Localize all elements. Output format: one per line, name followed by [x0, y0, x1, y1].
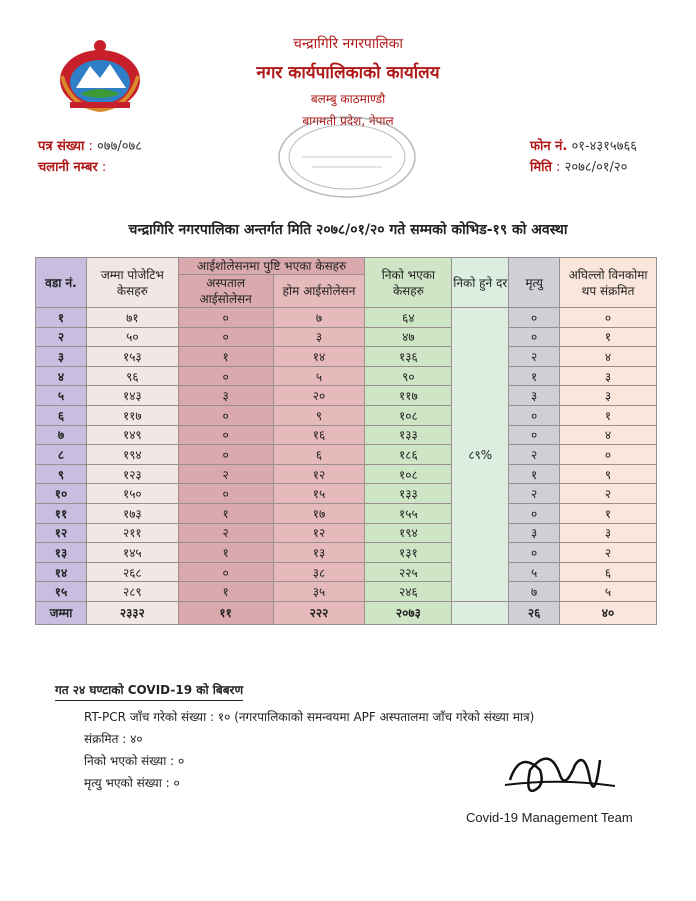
table-row	[36, 503, 657, 523]
ward-cell: १५	[36, 582, 87, 602]
recovered-cell: १३६	[365, 347, 452, 367]
table-row	[36, 308, 657, 328]
ward-cell: ८	[36, 445, 87, 465]
header-hospital: अस्पताल आईसोलेसन	[178, 275, 273, 308]
report-title: चन्द्रागिरि नगरपालिका अन्तर्गत मिति २०७८/०१/२० गते सम्मको कोभिड-१९ को अवस्था	[128, 222, 568, 238]
table-row	[36, 582, 657, 602]
recovered-cell: १५५	[365, 503, 452, 523]
summary-rtpcr: RT-PCR जाँच गरेको संख्या : १० (नगरपालिकाको समन्वयमा APF अस्पतालमा जाँच गरेको संख्या मात्र)	[84, 710, 535, 724]
table-row	[36, 327, 657, 347]
total-deaths-cell: २६	[509, 601, 560, 624]
new-cases-cell: ४	[560, 347, 657, 367]
new-cases-cell: ३	[560, 523, 657, 543]
hospital-cell: ०	[178, 425, 273, 445]
recovered-cell: १८६	[365, 445, 452, 465]
positive-cell: ५०	[86, 327, 178, 347]
new-cases-cell: १	[560, 503, 657, 523]
header-isolation: आईशोलेसनमा पुष्टि भएका केसहरु	[178, 258, 365, 275]
hospital-cell: १	[178, 347, 273, 367]
nepal-emblem-icon	[50, 36, 150, 114]
new-cases-cell: ३	[560, 386, 657, 406]
team-name: Covid-19 Management Team	[466, 810, 633, 825]
table-row	[36, 347, 657, 367]
positive-cell: १४५	[86, 543, 178, 563]
home-cell: ५	[273, 366, 365, 386]
hospital-cell: २	[178, 464, 273, 484]
hospital-cell: ०	[178, 366, 273, 386]
covid-status-table	[35, 257, 657, 625]
ward-cell: ६	[36, 405, 87, 425]
total-label-cell: जम्मा	[36, 601, 87, 624]
positive-cell: २८९	[86, 582, 178, 602]
hospital-cell: ०	[178, 308, 273, 328]
recovered-cell: ४७	[365, 327, 452, 347]
ward-cell: ११	[36, 503, 87, 523]
recovered-cell: ६४	[365, 308, 452, 328]
positive-cell: ९६	[86, 366, 178, 386]
municipality-name: चन्द्रागिरि नगरपालिका	[292, 36, 404, 52]
positive-cell: १५०	[86, 484, 178, 504]
home-cell: १३	[273, 543, 365, 563]
new-cases-cell: ९	[560, 464, 657, 484]
home-cell: ९	[273, 405, 365, 425]
ward-cell: १२	[36, 523, 87, 543]
deaths-cell: १	[509, 464, 560, 484]
table-row	[36, 543, 657, 563]
recovered-cell: ११७	[365, 386, 452, 406]
recovered-cell: १९४	[365, 523, 452, 543]
deaths-cell: ३	[509, 523, 560, 543]
hospital-cell: ०	[178, 484, 273, 504]
header-recovered: निको भएका केसहरु	[365, 258, 452, 308]
deaths-cell: १	[509, 366, 560, 386]
home-cell: १५	[273, 484, 365, 504]
ward-cell: १	[36, 308, 87, 328]
positive-cell: १७३	[86, 503, 178, 523]
summary-deaths: मृत्यु भएको संख्या : ०	[84, 776, 180, 790]
total-empty-cell	[452, 601, 509, 624]
home-cell: १२	[273, 464, 365, 484]
recovered-cell: १०८	[365, 464, 452, 484]
ward-cell: ३	[36, 347, 87, 367]
positive-cell: १४९	[86, 425, 178, 445]
recovered-cell: १३३	[365, 484, 452, 504]
header-recovery-rate: निको हुने दर	[452, 258, 509, 308]
summary-heading: गत २४ घण्टाको COVID-19 को बिबरण	[55, 681, 243, 701]
ward-cell: १४	[36, 562, 87, 582]
new-cases-cell: ३	[560, 366, 657, 386]
positive-cell: २११	[86, 523, 178, 543]
positive-cell: ७१	[86, 308, 178, 328]
new-cases-cell: ५	[560, 582, 657, 602]
table-row	[36, 366, 657, 386]
deaths-cell: ०	[509, 503, 560, 523]
home-cell: १७	[273, 503, 365, 523]
hospital-cell: १	[178, 582, 273, 602]
ward-cell: १३	[36, 543, 87, 563]
positive-cell: १५३	[86, 347, 178, 367]
deaths-cell: २	[509, 347, 560, 367]
total-positive-cell: २३३२	[86, 601, 178, 624]
home-cell: ७	[273, 308, 365, 328]
total-recovered-cell: २०७३	[365, 601, 452, 624]
home-cell: ६	[273, 445, 365, 465]
home-cell: ३५	[273, 582, 365, 602]
positive-cell: २६८	[86, 562, 178, 582]
hospital-cell: ०	[178, 562, 273, 582]
table-row	[36, 562, 657, 582]
new-cases-cell: १	[560, 405, 657, 425]
recovered-cell: १३१	[365, 543, 452, 563]
deaths-cell: ०	[509, 308, 560, 328]
table-row	[36, 523, 657, 543]
hospital-cell: ३	[178, 386, 273, 406]
recovered-cell: १०८	[365, 405, 452, 425]
table-row	[36, 386, 657, 406]
office-province: बागमती प्रदेश, नेपाल	[302, 114, 394, 128]
header-ward: वडा नं.	[36, 258, 87, 308]
deaths-cell: ७	[509, 582, 560, 602]
positive-cell: ११७	[86, 405, 178, 425]
summary-recovered: निको भएको संख्या : ०	[84, 754, 185, 768]
positive-cell: १९४	[86, 445, 178, 465]
recovered-cell: १३३	[365, 425, 452, 445]
new-cases-cell: ०	[560, 308, 657, 328]
deaths-cell: ०	[509, 327, 560, 347]
recovered-cell: २४६	[365, 582, 452, 602]
office-stamp	[272, 112, 422, 202]
office-name: नगर कार्यपालिकाको कार्यालय	[256, 63, 440, 83]
hospital-cell: २	[178, 523, 273, 543]
header-new-cases: अघिल्लो विनकोमा थप संक्रमित	[560, 258, 657, 308]
date: मिति : २०७८/०१/२०	[530, 160, 628, 175]
hospital-cell: ०	[178, 327, 273, 347]
letter-number: पत्र संख्या : ०७७/०७८	[38, 139, 142, 154]
dispatch-number: चलानी नम्बर :	[38, 160, 107, 175]
table-row	[36, 445, 657, 465]
deaths-cell: २	[509, 445, 560, 465]
deaths-cell: ०	[509, 543, 560, 563]
recovered-cell: ९०	[365, 366, 452, 386]
table-row	[36, 464, 657, 484]
home-cell: १२	[273, 523, 365, 543]
header-total-positive: जम्मा पोजेटिभ केसहरु	[86, 258, 178, 308]
home-cell: १६	[273, 425, 365, 445]
positive-cell: १२३	[86, 464, 178, 484]
total-new-cell: ४०	[560, 601, 657, 624]
hospital-cell: १	[178, 503, 273, 523]
new-cases-cell: १	[560, 327, 657, 347]
deaths-cell: ०	[509, 425, 560, 445]
phone-number: फोन नं. ०१-४३१५७६६	[530, 139, 637, 154]
home-cell: १४	[273, 347, 365, 367]
table-row	[36, 405, 657, 425]
new-cases-cell: ०	[560, 445, 657, 465]
signature	[500, 740, 620, 810]
home-cell: ३	[273, 327, 365, 347]
recovery-rate-cell: ८९%	[452, 308, 509, 602]
deaths-cell: ५	[509, 562, 560, 582]
ward-cell: ४	[36, 366, 87, 386]
total-hospital-cell: ११	[178, 601, 273, 624]
ward-cell: ५	[36, 386, 87, 406]
office-address: बलम्बु काठमाण्डौ	[310, 92, 386, 106]
ward-cell: ७	[36, 425, 87, 445]
total-home-cell: २२२	[273, 601, 365, 624]
new-cases-cell: ६	[560, 562, 657, 582]
home-cell: ३८	[273, 562, 365, 582]
summary-infected: संक्रमित : ४०	[84, 732, 143, 746]
home-cell: २०	[273, 386, 365, 406]
table-row	[36, 425, 657, 445]
header-home: होम आईसोलेसन	[273, 275, 365, 308]
hospital-cell: ०	[178, 405, 273, 425]
deaths-cell: ०	[509, 405, 560, 425]
hospital-cell: १	[178, 543, 273, 563]
ward-cell: २	[36, 327, 87, 347]
new-cases-cell: २	[560, 543, 657, 563]
hospital-cell: ०	[178, 445, 273, 465]
new-cases-cell: २	[560, 484, 657, 504]
recovered-cell: २२५	[365, 562, 452, 582]
new-cases-cell: ४	[560, 425, 657, 445]
deaths-cell: ३	[509, 386, 560, 406]
table-row	[36, 484, 657, 504]
ward-cell: १०	[36, 484, 87, 504]
ward-cell: ९	[36, 464, 87, 484]
header-deaths: मृत्यु	[509, 258, 560, 308]
positive-cell: १४३	[86, 386, 178, 406]
deaths-cell: २	[509, 484, 560, 504]
total-row	[36, 601, 657, 624]
